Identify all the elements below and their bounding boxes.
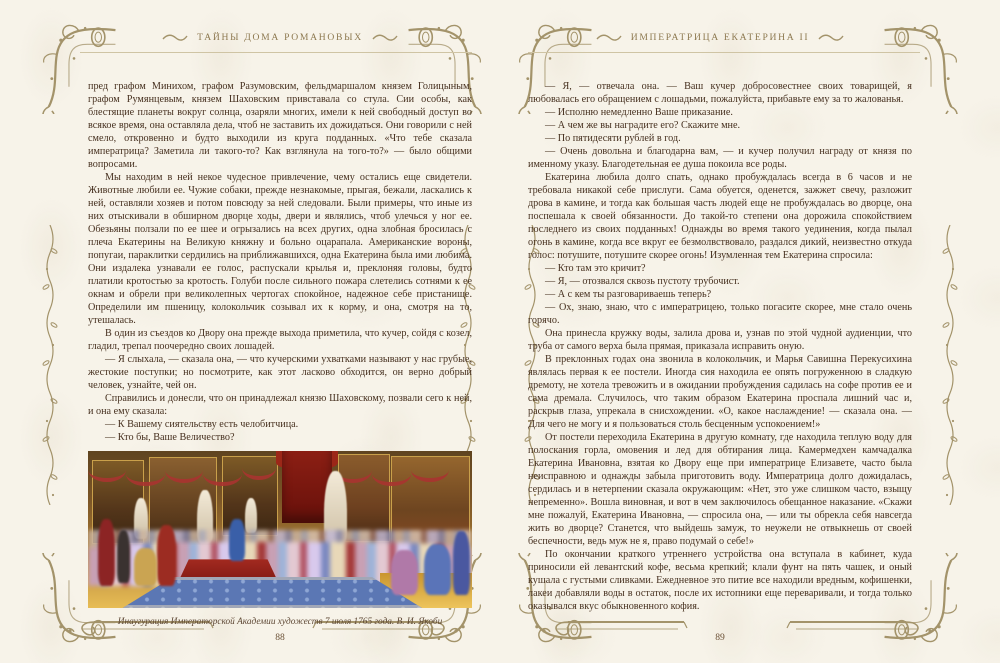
running-head-right (528, 32, 912, 43)
paint-shape (411, 457, 449, 481)
running-head-text: ИМПЕРАТРИЦА ЕКАТЕРИНА II (630, 32, 810, 43)
paragraph: В один из съездов ко Двору она прежде выхода приметила, что кучер, сойдя с козел, гладил, трепал поочередно своих лошадей. (88, 328, 472, 352)
illustration-figure (88, 451, 472, 627)
paragraph: Мы находим в ней некое чудесное привлечение, чему остались еще свидетели. Животные любили ее. Чужие собаки, прежде незнакомые, прыгая, бежали, ласкались к ней, оставляли хозяев и потом повсюду за ней следовали. Были примеры, что иные из них отыскивали в обширном дворце ходы, двери и являлись, чтоб улечься у ног ее. Обезьяны ползали по ее шее и огрызались на всех других, одна злобная бросилась с плеча Екатерины на Великую княжну и больно оцарапала. Американские вороны, попугаи, параклитки сердились на приближавшихся, одна Екатерина была ими любима. Они издалека узнавали ее голос, распускали крылья и, преклоняя головы, будто платили кротостью за кротость. Голуби после сильного пожара слетелись сотнями к ее окнам и обрели при великолепных чертогах спокойное, надежное себе пристанище. Определили им пшеницу, колокольчик созывал их к корму, и она, смотря на то, утешалась. (88, 172, 472, 326)
paint-shape (245, 498, 257, 533)
header-rule (80, 52, 472, 53)
paragraph: Она принесла кружку воды, залила дрова и, узнав по этой чудной аудиенции, что труба от самого верха была прямая, приказала исправить оную. (528, 328, 912, 352)
dash-ornament-icon (372, 34, 398, 42)
paragraph: От постели переходила Екатерина в другую комнату, где находила теплую воду для полоскания горла, омовения и лед для обтирания лица. Камермедхен камчадалка Екатерина Ивановна, взятая ко Двору еще при императрице Елизавете, часто была неисправною и однажды забыла приготовить воду. Императрица долго дожидалась, сердилась и в нетерпении сказала окружающим: «Нет, это уже слишком часто, взыщу непременно». Вошла виновная, и вот в чем заключилось обещанное наказание. «Скажи мне пожалуй, Екатерина Ивановна, — спросила она, — или ты обрекла себя навсегда жить во дворце? Станется, что выйдешь замуж, то неужели не отвыкнешь от своей беспечности, ведь муж не я, право подумай о себе!» (528, 432, 912, 547)
running-head-text: ТАЙНЫ ДОМА РОМАНОВЫХ (197, 32, 363, 43)
paragraph: — По пятидесяти рублей в год. (545, 133, 681, 144)
illustration-caption: Инаугурация Императорской Академии художеств 7 июля 1765 года. В. И. Якоби (117, 617, 443, 627)
paragraph: Екатерина любила долго спать, однако пробуждалась всегда в 6 часов и не требовала никакой себе прислуги. Сама обуется, оденется, зажжет свечу, разложит дрова в камине, и тогда как большая часть людей еще не пробуждалась во дворце, она поспешала к своей обязанности. До такой-то степени она дорожила спокойствием последнего из своих подданных! Однажды во время такого уединения, когда пылал огонь в камине, когда все вкруг ее безмолвствовало, раздался дикий, неизвестно откуда голос: потушите, потушите скорее огонь! Изумленная тем Екатерина спросила: (528, 172, 912, 261)
running-head-left (88, 32, 472, 43)
paint-shape (372, 462, 410, 486)
vine-ornament-icon (42, 225, 58, 505)
paint-shape (453, 531, 470, 595)
paragraph: — Кто бы, Ваше Величество? (105, 432, 235, 443)
paragraph: — Исполню немедленно Ваше приказание. (545, 107, 733, 118)
dash-ornament-icon (596, 34, 622, 42)
paint-shape (117, 530, 130, 583)
paragraph: — Ох, знаю, знаю, что с императрицею, только погасите скорее, мне стало очень горячо. (528, 302, 912, 326)
right-paragraphs (528, 80, 912, 613)
paragraph: — Кто там это кричит? (545, 263, 646, 274)
paragraph: — Я, — отозвался сквозь пустоту трубочист. (545, 276, 740, 287)
painting-inauguration-academy (88, 451, 472, 608)
header-rule (528, 52, 920, 53)
paint-shape (134, 548, 157, 586)
paragraph: — Я, — отвечала она. — Ваш кучер добросовестнее своих товарищей, я любовалась его обращением с лошадьми, пожалуйста, прибавьте ему за то жалованья. (528, 81, 912, 105)
paint-shape (391, 550, 418, 596)
paragraph: По окончании краткого утреннего устройства она вступала в кабинет, куда приносили ей левантский кофе, весьма крепкий; клали фунт на пять чашек, и оный кушала с густыми сливками. Ежедневное это питие все находили вредным, кофишенки, лакеи добавляли воды в остаток, после их истопники еще переваривали, и тогда только оказывался вкус обыкновенного кофия. (528, 549, 912, 612)
dash-ornament-icon (818, 34, 844, 42)
paragraph: — Очень довольна и благодарна вам, — и кучер получил награду от князя по именному указу. Благодетельная ее душа покоила все роды. (528, 146, 912, 170)
paint-shape (88, 457, 126, 481)
paragraph: — А чем же вы наградите его? Скажите мне. (545, 120, 741, 131)
paint-shape (229, 519, 244, 561)
paint-shape (126, 462, 164, 486)
paint-shape (157, 525, 176, 586)
page-right (500, 0, 1000, 663)
paint-shape (242, 456, 277, 480)
right-text-column (528, 80, 912, 613)
left-paragraphs (88, 80, 472, 444)
paragraph: — Я слыхала, — сказала она, — что кучерскими ухватками называют у нас грубые, жестокие поступки; но посмотрите, как этот ласково обходится, он верно добрый человек, узнайте, чей он. (88, 354, 472, 391)
paint-shape (203, 462, 241, 486)
paragraph: пред графом Минихом, графом Разумовским, фельдмаршалом князем Голицыным, графом Румянцевым, князем Шаховским привставала со стула. Сии особы, как блестящие планеты вокруг солнца, озаряли многих, имели к ней свободный доступ во всякое время, она оставляла дела, чтоб не заставить их дожидаться. Они говорили с ней смело, откровенно и будто выходили из круга подданных. «Что тебе сказала императрица? Заметила ли такого-то? Как взглянула на того-то?» — было общими вопросами. (88, 81, 472, 170)
page-number-left: 88 (275, 632, 285, 643)
paint-shape (424, 544, 451, 596)
paragraph: — А с кем ты разговариваешь теперь? (545, 289, 712, 300)
paragraph: В преклонных годах она звонила в колокольчик, и Марья Савишна Перекусихина являлась первая к ее постели. Иногда сия находила ее опять погруженною в сладкую дремоту, не хотела тревожить и в ожидании пробуждения садилась на софе против ее и сама дремала. Случилось, что таким образом Екатерина проспала лишний час и, раскрыв глаза, упрекала в снисхождении. «О, какое наслаждение! — сказала она. — Для чего не могу и я пользоваться столь бесценным успокоением!» (528, 354, 912, 430)
paragraph: — К Вашему сиятельству есть челобитчица. (105, 419, 299, 430)
paint-shape (98, 519, 115, 587)
paragraph: Справились и донесли, что он принадлежал князю Шаховскому, позвали сего к ней, и она ему сказала: (88, 393, 472, 417)
vine-ornament-icon (942, 225, 958, 505)
left-text-column (88, 80, 472, 627)
dash-ornament-icon (162, 34, 188, 42)
page-number-right: 89 (715, 632, 725, 643)
